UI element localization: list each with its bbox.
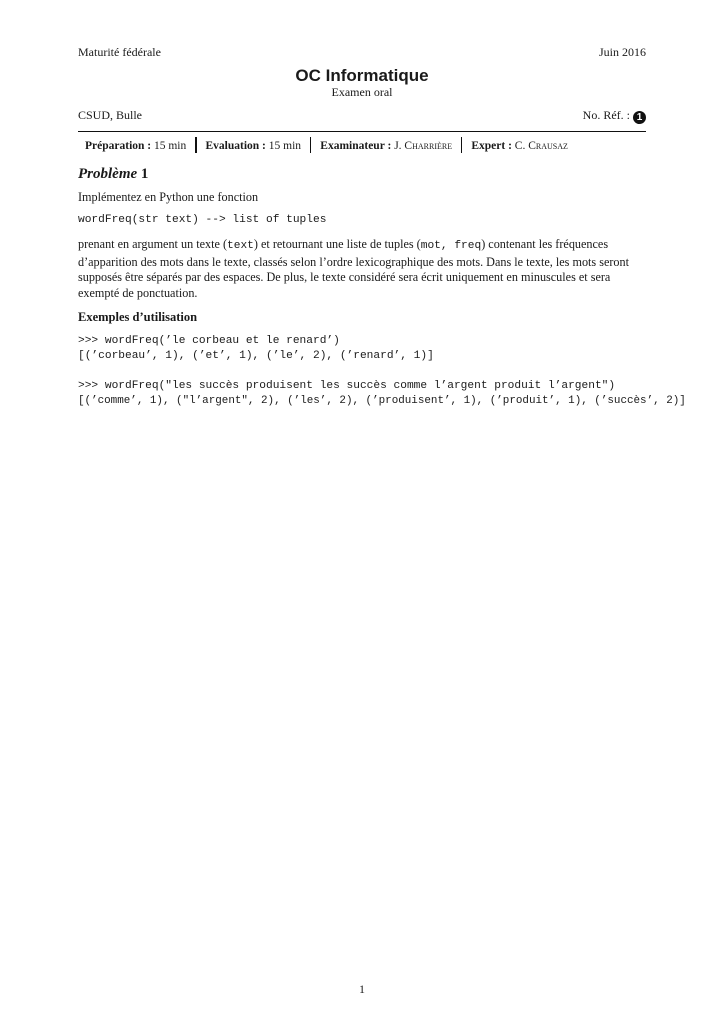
description-part: prenant en argument un texte ( bbox=[78, 237, 228, 251]
prep-value: 15 min bbox=[153, 140, 187, 152]
divider bbox=[461, 137, 463, 153]
problem-description bbox=[78, 237, 646, 301]
page-number: 1 bbox=[359, 982, 365, 996]
problem-number: 1 bbox=[140, 166, 149, 182]
prep-label: Préparation : bbox=[85, 140, 152, 152]
exam-page bbox=[78, 0, 686, 1024]
reference-label: No. Réf. : bbox=[582, 108, 630, 122]
problem-heading bbox=[78, 166, 646, 183]
examiner-name: Charrière bbox=[404, 140, 453, 152]
function-signature: wordFreq(str text) --> list of tuples bbox=[78, 214, 327, 226]
example-2-call: >>> wordFreq("les succès produisent les succès comme l’argent produit l’argent") bbox=[78, 380, 616, 392]
header-rule bbox=[78, 131, 646, 132]
example-1-call: >>> wordFreq(’le corbeau et le renard’) bbox=[78, 335, 340, 347]
reference-number-badge: 1 bbox=[633, 111, 646, 124]
code-mot-freq: mot, freq bbox=[420, 240, 482, 252]
eval-label: Evaluation : bbox=[205, 140, 266, 152]
divider bbox=[195, 137, 197, 153]
page-subtitle: Examen oral bbox=[331, 85, 393, 99]
problem-title-word: Problème bbox=[78, 166, 138, 182]
info-bar bbox=[85, 137, 653, 153]
problem-intro: Implémentez en Python une fonction bbox=[78, 190, 259, 204]
description-part: ) et retournant une liste de tuples ( bbox=[253, 237, 421, 251]
reference bbox=[583, 108, 646, 124]
examiner-initial: J. bbox=[394, 140, 402, 152]
example-2-result: [(’comme’, 1), ("l’argent", 2), (’les’, 2), (’produisent’, 1), (’produit’, 1), (’succès’, 2)] bbox=[78, 395, 686, 407]
header-date: Juin 2016 bbox=[598, 45, 646, 59]
expert-label: Expert : bbox=[471, 140, 512, 152]
eval-value: 15 min bbox=[268, 140, 302, 152]
examiner-label: Examinateur : bbox=[320, 140, 392, 152]
expert-initial: C. bbox=[514, 140, 526, 152]
description-part: ) contenant les fréquences d’apparition des mots dans le texte, classés selon l’ordre lexicographique des mots. Dans le texte, les mots seront supposés être séparés par des espaces. De plus, le texte considéré sera écrit uniquement en minuscules et sera exempté de ponctuation. bbox=[78, 237, 630, 300]
header-school-row bbox=[78, 108, 646, 123]
divider bbox=[310, 137, 312, 153]
header-top-row bbox=[78, 45, 646, 60]
header-left: Maturité fédérale bbox=[78, 45, 161, 59]
school-name: CSUD, Bulle bbox=[78, 108, 143, 122]
expert-name: Crausaz bbox=[528, 140, 568, 152]
page-title: OC Informatique bbox=[295, 66, 429, 85]
example-1-result: [(’corbeau’, 1), (’et’, 1), (’le’, 2), (’renard’, 1)] bbox=[78, 350, 434, 362]
examples-heading: Exemples d’utilisation bbox=[78, 310, 198, 324]
code-text: text bbox=[227, 240, 254, 252]
